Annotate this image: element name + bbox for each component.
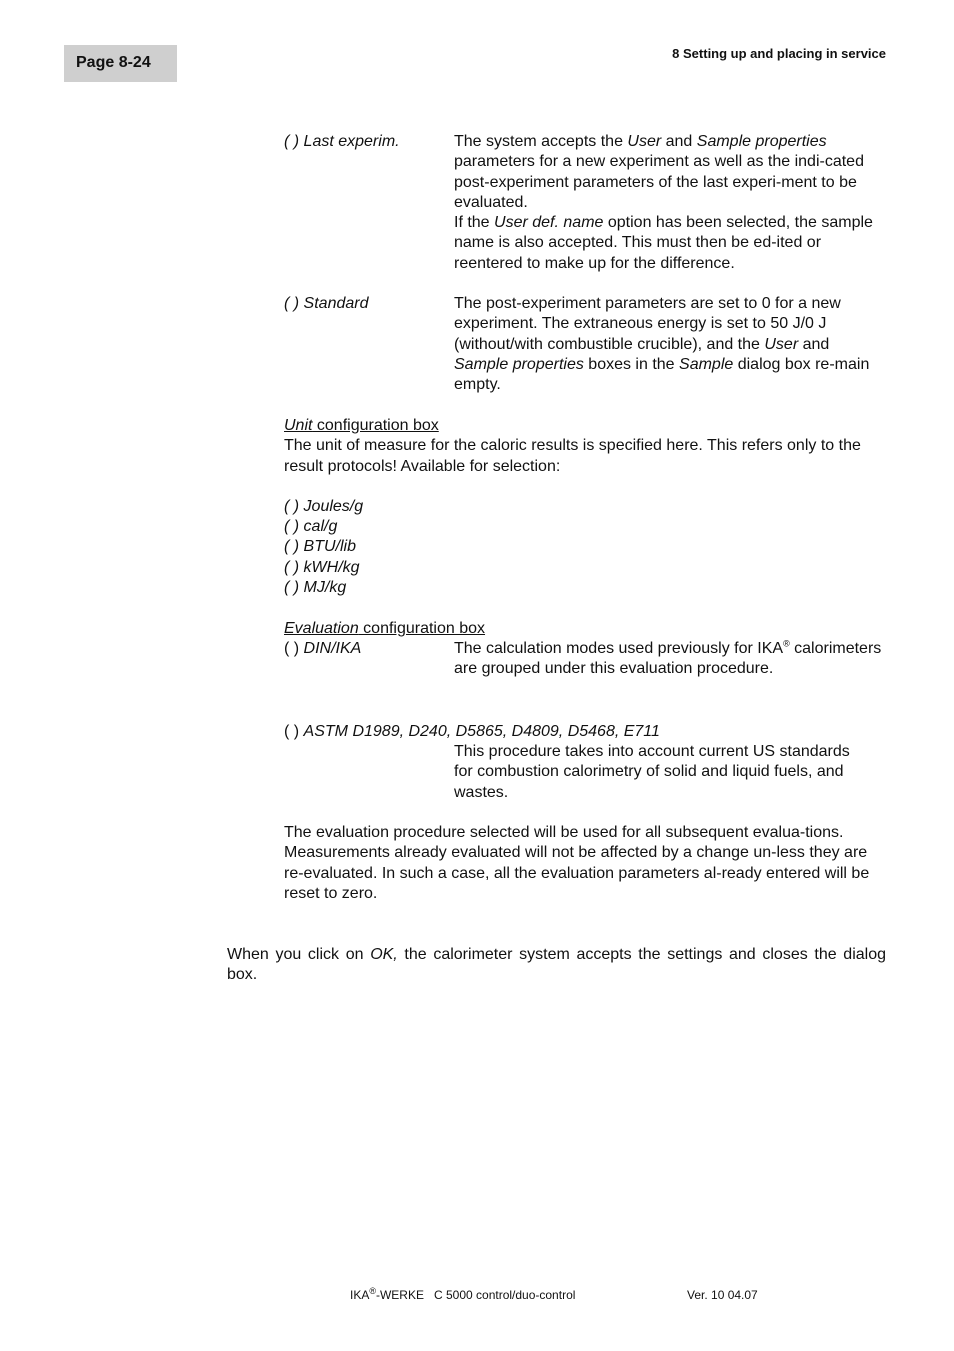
text-segment: The calculation modes used previously for IKA <box>454 640 784 657</box>
evaluation-heading <box>284 619 886 639</box>
closing-paragraph <box>227 945 886 986</box>
option-standard-label: ( ) Standard <box>284 295 369 312</box>
text-segment: When you click on <box>227 946 371 963</box>
footer-version: Ver. 10 04.07 <box>687 1288 758 1302</box>
text-segment: The system accepts the <box>454 133 628 150</box>
term-user: User <box>627 133 662 150</box>
option-paren: ( ) <box>284 723 304 740</box>
unit-option: ( ) Joules/g <box>284 497 364 515</box>
option-last-experiment-description <box>454 132 886 274</box>
option-paren: ( ) <box>284 640 304 657</box>
unit-option: ( ) cal/g <box>284 518 338 536</box>
unit-configuration-section <box>284 416 886 598</box>
unit-description: The unit of measure for the caloric results is specified here. This refers only to the result protocols! Available for selection: <box>284 437 861 475</box>
text-segment: If the <box>454 214 495 232</box>
heading-text: configuration box <box>358 620 486 637</box>
option-din-ika-label <box>284 639 361 659</box>
term-sample: Sample <box>679 355 734 373</box>
spacer <box>284 477 886 497</box>
option-astm-description: This procedure takes into account current US standards for combustion calorimetry of solid and liquid fuels, and wastes. <box>454 743 850 801</box>
text-segment: option has been selected, the sample name is also accepted. This must then be ed-ited or reentered to make up for the difference. <box>454 214 873 272</box>
text-segment: and <box>798 335 830 353</box>
text-segment: parameters for a new experiment as well as the indi-cated post-experiment parameters of the last experi-ment to be evaluated. <box>454 153 864 211</box>
text-segment: calorimeters are grouped under this evaluation procedure. <box>454 640 882 678</box>
unit-option: ( ) MJ/kg <box>284 579 347 597</box>
option-name: DIN/IKA <box>303 640 362 657</box>
text-segment: The post-experiment parameters are set to 0 for a new experiment. The extraneous energy is set to 50 J/0 J (without/with combustible crucible), and the <box>454 295 841 353</box>
option-din-ika-description <box>454 639 886 680</box>
term-sample-properties: Sample properties <box>454 355 584 373</box>
text-segment: boxes in the <box>583 355 680 373</box>
term-user-def-name: User def. name <box>494 214 604 232</box>
option-astm-label <box>284 722 660 742</box>
registered-mark: ® <box>369 1286 376 1296</box>
heading-term: Unit <box>284 417 313 434</box>
text-segment: the calorimeter system accepts the settings and closes the dialog box. <box>227 946 887 984</box>
heading-text: configuration box <box>312 417 439 434</box>
page-number-tab <box>64 45 177 82</box>
page-number: Page 8-24 <box>76 54 151 71</box>
heading-term: Evaluation <box>284 620 359 637</box>
registered-mark: ® <box>783 638 790 649</box>
term-user: User <box>764 335 799 353</box>
term-sample-properties: Sample properties <box>696 133 827 150</box>
option-name: ASTM D1989, D240, D5865, D4809, D5468, E711 <box>303 723 660 740</box>
text-segment: IKA <box>350 1288 370 1302</box>
term-ok: OK, <box>370 946 398 963</box>
unit-option: ( ) BTU/lib <box>284 538 356 556</box>
option-last-experiment-label: ( ) Last experim. <box>284 133 400 150</box>
text-segment: dialog box re-main empty. <box>454 355 870 394</box>
text-segment: and <box>661 133 697 150</box>
option-standard-description <box>454 294 886 395</box>
evaluation-note: The evaluation procedure selected will be used for all subsequent evalua-tions. Measurements already evaluated will not be affected by a change un-less they are re-evaluated. In such a case, all the evaluation parameters al-ready entered will be reset to zero. <box>284 824 870 902</box>
unit-heading <box>284 416 886 436</box>
unit-option: ( ) kWH/kg <box>284 558 360 576</box>
footer-company <box>350 1288 575 1302</box>
section-title: 8 Setting up and placing in service <box>672 46 886 61</box>
text-segment: -WERKE C 5000 control/duo-control <box>375 1288 576 1302</box>
